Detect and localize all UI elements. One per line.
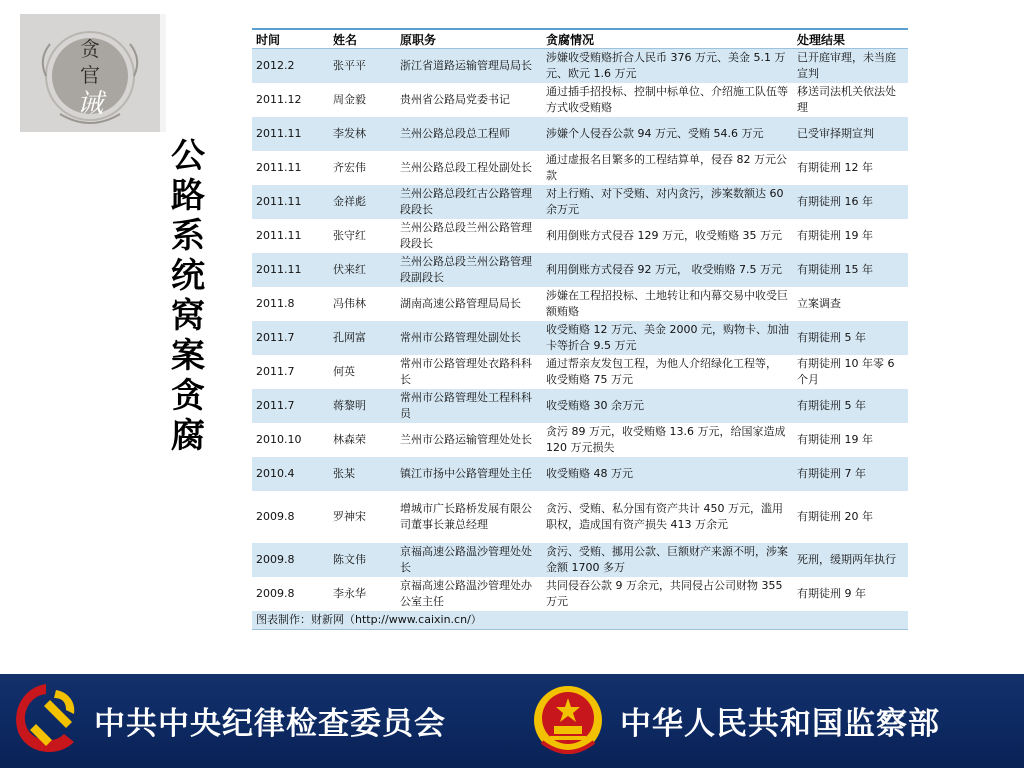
- table-row: [252, 117, 908, 151]
- table-row: [252, 151, 908, 185]
- cell-name: 张某: [329, 457, 396, 491]
- cell-result: 有期徒刑 7 年: [793, 457, 908, 491]
- table-row: [252, 355, 908, 389]
- cell-name: 金祥彪: [329, 185, 396, 219]
- side-title-char: 窝: [171, 296, 205, 336]
- cell-position: 常州市公路管理处衣路科科长: [400, 357, 532, 386]
- cell-result: 有期徒刑 5 年: [793, 321, 908, 355]
- cell-corruption: 利用倒账方式侵吞 92 万元， 收受贿赂 7.5 万元: [542, 253, 793, 287]
- corruption-table: [252, 28, 908, 630]
- cell-name: 伏来红: [329, 253, 396, 287]
- cell-name: 张守红: [333, 229, 366, 242]
- logo-image: [20, 14, 166, 132]
- side-title-char: 案: [171, 336, 205, 376]
- banner-left-text: 中共中央纪律检查委员会: [94, 706, 446, 742]
- cell-time: 2011.7: [256, 365, 295, 378]
- cell-result: 死刑，缓期两年执行: [793, 543, 908, 577]
- table-row: [252, 253, 908, 287]
- table-source-note: 图表制作：财新网（http://www.caixin.cn/）: [252, 611, 908, 630]
- cell-time: 2011.7: [252, 389, 329, 423]
- table-row: [252, 83, 908, 117]
- cell-time: 2011.11: [252, 185, 329, 219]
- cell-time: 2009.8: [256, 510, 295, 523]
- cell-time: 2011.11: [252, 253, 329, 287]
- cell-position: 兰州公路总段工程处副处长: [400, 161, 532, 174]
- cell-corruption: 涉嫌在工程招投标、土地转让和内幕交易中收受巨额贿赂: [546, 289, 788, 318]
- cell-result: 有期徒刑 9 年: [797, 587, 866, 600]
- cell-name: 冯伟林: [333, 297, 366, 310]
- cell-name: 何英: [333, 365, 355, 378]
- cell-time: 2011.11: [256, 161, 302, 174]
- cell-name: 孔网富: [329, 321, 396, 355]
- cell-name: 张平平: [329, 49, 396, 84]
- cell-position: 贵州省公路局党委书记: [400, 93, 510, 106]
- cell-position: 兰州公路总段兰州公路管理段段长: [400, 221, 532, 250]
- cell-name: 齐宏伟: [333, 161, 366, 174]
- cell-name: 林森荣: [333, 433, 366, 446]
- national-emblem-icon: [528, 680, 608, 762]
- party-emblem-icon: [6, 680, 86, 762]
- cell-result: 已受审择期宣判: [793, 117, 908, 151]
- cell-time: 2011.11: [256, 229, 302, 242]
- header-position: 原职务: [396, 30, 542, 49]
- table-row: [252, 457, 908, 491]
- cell-result: 已开庭审理，未当庭宣判: [793, 49, 908, 84]
- cell-result: 有期徒刑 20 年: [797, 510, 873, 523]
- table-row: [252, 185, 908, 219]
- table-row: [252, 423, 908, 457]
- cell-position: 常州市公路管理处副处长: [396, 321, 542, 355]
- logo-char-2: 官: [80, 63, 100, 87]
- cell-corruption: 收受贿赂 30 余万元: [542, 389, 793, 423]
- header-corruption: 贪腐情况: [542, 30, 793, 49]
- cell-corruption: 贪污、受贿、私分国有资产共计 450 万元，滥用职权，造成国有资产损失 413 万余元: [546, 502, 783, 531]
- table-row: [252, 389, 908, 423]
- cell-time: 2011.11: [252, 117, 329, 151]
- cell-corruption: 利用倒账方式侵吞 129 万元，收受贿赂 35 万元: [546, 229, 782, 242]
- table-row: [252, 577, 908, 611]
- cell-corruption: 涉嫌收受贿赂折合人民币 376 万元、美金 5.1 万元、欧元 1.6 万元: [542, 49, 793, 84]
- cell-corruption: 贪污、受贿、挪用公款、巨额财产来源不明，涉案金额 1700 多万: [542, 543, 793, 577]
- cell-position: 常州市公路管理处工程科科员: [396, 389, 542, 423]
- cell-position: 京福高速公路温沙管理处处长: [396, 543, 542, 577]
- cell-time: 2009.8: [256, 587, 295, 600]
- cell-position: 浙江省道路运输管理局局长: [396, 49, 542, 84]
- banner-right-text: 中华人民共和国监察部: [620, 706, 940, 742]
- header-name: 姓名: [329, 30, 396, 49]
- logo-char-1: 贪: [80, 37, 100, 61]
- side-title-char: 贪: [171, 376, 205, 416]
- cell-time: 2012.2: [252, 49, 329, 84]
- bottom-banner: [0, 674, 1024, 768]
- cell-time: 2010.4: [252, 457, 329, 491]
- cell-position: 增城市广长路桥发展有限公司董事长兼总经理: [400, 502, 532, 531]
- side-title: [166, 136, 210, 456]
- table-row: [252, 49, 908, 84]
- cell-corruption: 通过插手招投标、控制中标单位、介绍施工队伍等方式收受贿赂: [546, 85, 788, 114]
- logo-char-3: 诫: [76, 89, 104, 119]
- side-title-char: 系: [171, 216, 205, 256]
- cell-time: 2009.8: [252, 543, 329, 577]
- cell-position: 兰州公路总段兰州公路管理段副段长: [396, 253, 542, 287]
- cell-position: 兰州公路总段总工程师: [396, 117, 542, 151]
- cell-name: 周金毅: [333, 93, 366, 106]
- cell-position: 湖南高速公路管理局局长: [400, 297, 521, 310]
- cell-position: 京福高速公路温沙管理处办公室主任: [400, 579, 532, 608]
- cell-name: 罗神宋: [333, 510, 366, 523]
- cell-position: 兰州市公路运输管理处处长: [400, 433, 532, 446]
- cell-corruption: 涉嫌个人侵吞公款 94 万元、受贿 54.6 万元: [542, 117, 793, 151]
- cell-corruption: 对上行贿、对下受贿、对内贪污，涉案数额达 60 余万元: [542, 185, 793, 219]
- cell-corruption: 共同侵吞公款 9 万余元，共同侵占公司财物 355 万元: [546, 579, 783, 608]
- table-row: [252, 219, 908, 253]
- side-title-char: 统: [171, 256, 205, 296]
- cell-time: 2010.10: [256, 433, 302, 446]
- table-header-row: [252, 30, 908, 49]
- cell-result: 有期徒刑 10 年零 6 个月: [797, 357, 895, 386]
- cell-name: 蒋黎明: [329, 389, 396, 423]
- cell-name: 李发林: [329, 117, 396, 151]
- side-title-char: 路: [171, 176, 205, 216]
- cell-result: 有期徒刑 12 年: [797, 161, 873, 174]
- cell-result: 有期徒刑 15 年: [793, 253, 908, 287]
- cell-corruption: 收受贿赂 48 万元: [542, 457, 793, 491]
- cell-position: 镇江市扬中公路管理处主任: [396, 457, 542, 491]
- cell-result: 立案调查: [797, 297, 841, 310]
- cell-corruption: 通过虚报名目繁多的工程结算单，侵吞 82 万元公款: [546, 153, 787, 182]
- table-row: [252, 287, 908, 321]
- cell-time: 2011.7: [252, 321, 329, 355]
- cell-corruption: 通过帮亲友发包工程，为他人介绍绿化工程等， 收受贿赂 75 万元: [546, 357, 777, 386]
- cell-name: 李永华: [333, 587, 366, 600]
- cell-result: 有期徒刑 5 年: [793, 389, 908, 423]
- side-title-char: 公: [171, 136, 205, 176]
- cell-corruption: 贪污 89 万元，收受贿赂 13.6 万元，给国家造成 120 万元损失: [546, 425, 786, 454]
- cell-corruption: 收受贿赂 12 万元、美金 2000 元，购物卡、加油卡等折合 9.5 万元: [542, 321, 793, 355]
- cell-time: 2011.12: [256, 93, 302, 106]
- table-row: [252, 491, 908, 543]
- header-time: 时间: [252, 30, 329, 49]
- cell-result: 有期徒刑 19 年: [797, 433, 873, 446]
- table-row: [252, 321, 908, 355]
- cell-time: 2011.8: [256, 297, 295, 310]
- side-title-char: 腐: [171, 416, 205, 456]
- cell-result: 移送司法机关依法处理: [797, 85, 896, 114]
- header-result: 处理结果: [793, 30, 908, 49]
- table-row: [252, 543, 908, 577]
- cell-name: 陈文伟: [329, 543, 396, 577]
- cell-result: 有期徒刑 19 年: [797, 229, 873, 242]
- cell-position: 兰州公路总段红古公路管理段段长: [396, 185, 542, 219]
- cell-result: 有期徒刑 16 年: [793, 185, 908, 219]
